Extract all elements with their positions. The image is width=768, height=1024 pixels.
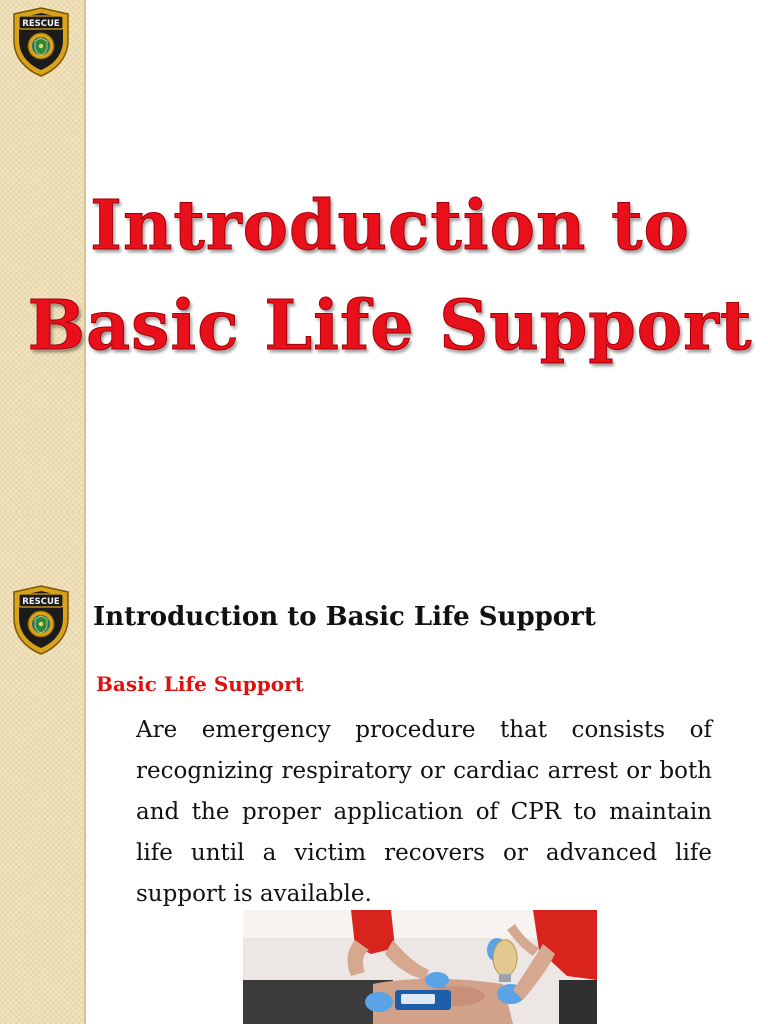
slide-title-line-1: Introduction to [90,186,690,266]
slide-title-line-2: Basic Life Support [27,286,753,366]
content-slide [0,512,768,1024]
section-subtitle: Basic Life Support [96,672,304,696]
slide-heading: Introduction to Basic Life Support [93,602,596,632]
rescue-badge-logo-icon [10,584,72,656]
definition-paragraph: Are emergency procedure that consists of recognizing respiratory or cardiac arrest or both and the proper application of CPR to maintain life until a victim recovers or advanced life support is available. [136,717,712,907]
rescue-badge-logo-icon [10,6,72,78]
cpr-training-photo-icon [243,910,597,1024]
